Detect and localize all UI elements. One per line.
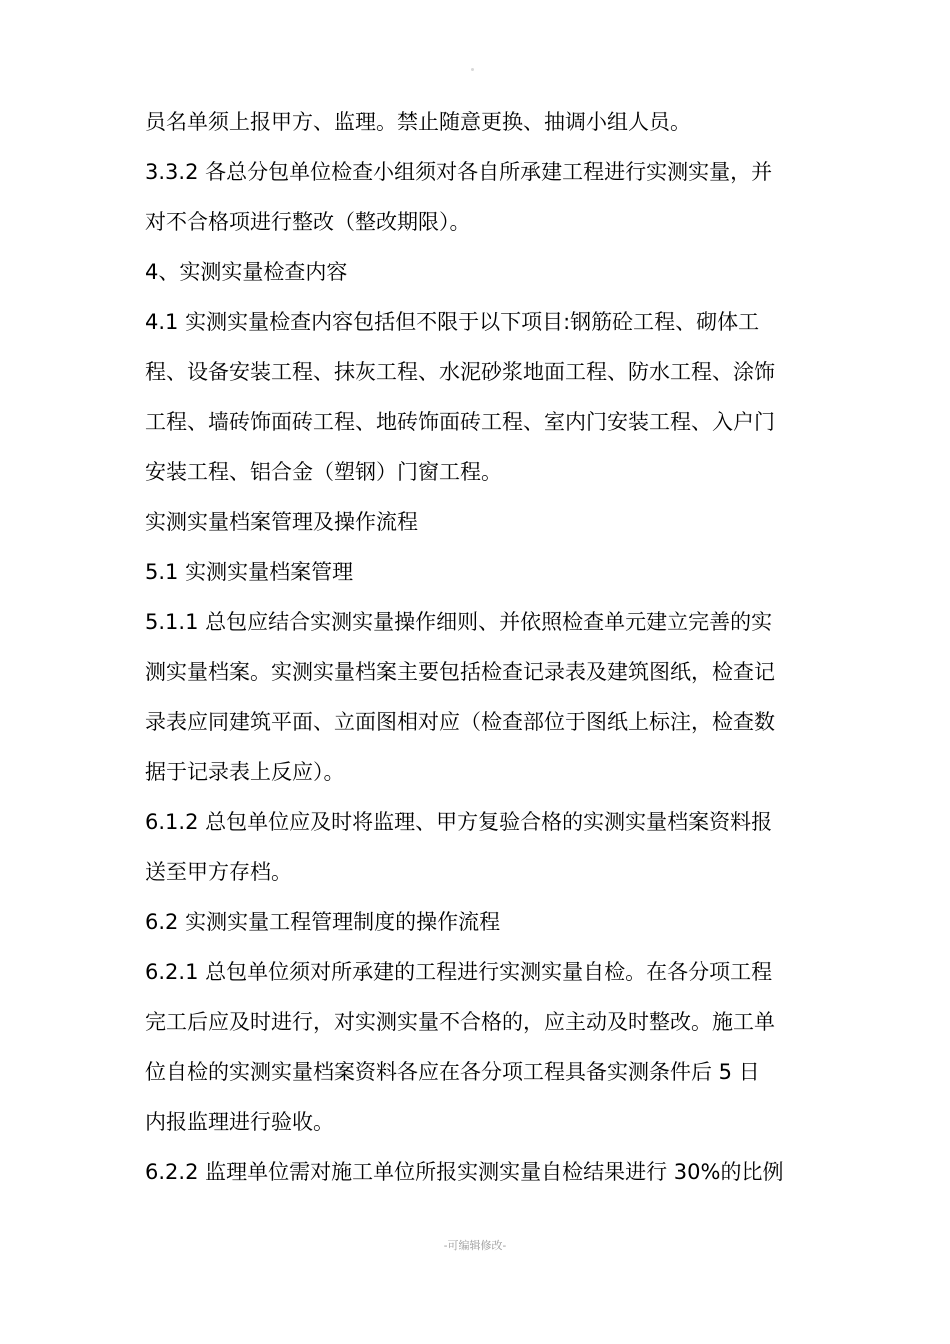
text-line: 位自检的实测实量档案资料各应在各分项工程具备实测条件后 5 日 (145, 1060, 760, 1084)
text-line: 对不合格项进行整改（整改期限）。 (145, 210, 471, 234)
text-line: 3.3.2 各总分包单位检查小组须对各自所承建工程进行实测实量，并 (145, 160, 773, 184)
page-mark (471, 68, 474, 71)
text-line: 工程、墙砖饰面砖工程、地砖饰面砖工程、室内门安装工程、入户门 (145, 410, 775, 434)
text-line: 录表应同建筑平面、立面图相对应（检查部位于图纸上标注，检查数 (145, 710, 775, 734)
text-line: 送至甲方存档。 (145, 860, 292, 884)
text-line: 内报监理进行验收。 (145, 1110, 334, 1134)
text-line: 据于记录表上反应）。 (145, 760, 345, 784)
section-heading: 5.1 实测实量档案管理 (145, 560, 354, 584)
document-body (145, 97, 835, 1197)
text-line: 6.2.1 总包单位须对所承建的工程进行实测实量自检。在各分项工程 (145, 960, 773, 984)
text-line: 程、设备安装工程、抹灰工程、水泥砂浆地面工程、防水工程、涂饰 (145, 360, 775, 384)
page-footer: -可编辑修改- (443, 1239, 507, 1252)
text-line: 安装工程、铝合金（塑钢）门窗工程。 (145, 460, 502, 484)
section-heading: 4、实测实量检查内容 (145, 260, 348, 284)
text-line: 5.1.1 总包应结合实测实量操作细则、并依照检查单元建立完善的实 (145, 610, 773, 634)
section-heading: 6.2 实测实量工程管理制度的操作流程 (145, 910, 501, 934)
text-line: 6.2.2 监理单位需对施工单位所报实测实量自检结果进行 30%的比例 (145, 1160, 784, 1184)
text-line: 测实量档案。实测实量档案主要包括检查记录表及建筑图纸，检查记 (145, 660, 775, 684)
text-line: 完工后应及时进行，对实测实量不合格的，应主动及时整改。施工单 (145, 1010, 775, 1034)
text-line: 员名单须上报甲方、监理。禁止随意更换、抽调小组人员。 (145, 110, 691, 134)
section-heading: 实测实量档案管理及操作流程 (145, 510, 418, 534)
text-line: 4.1 实测实量检查内容包括但不限于以下项目:钢筋砼工程、砌体工 (145, 310, 760, 334)
text-line: 6.1.2 总包单位应及时将监理、甲方复验合格的实测实量档案资料报 (145, 810, 773, 834)
